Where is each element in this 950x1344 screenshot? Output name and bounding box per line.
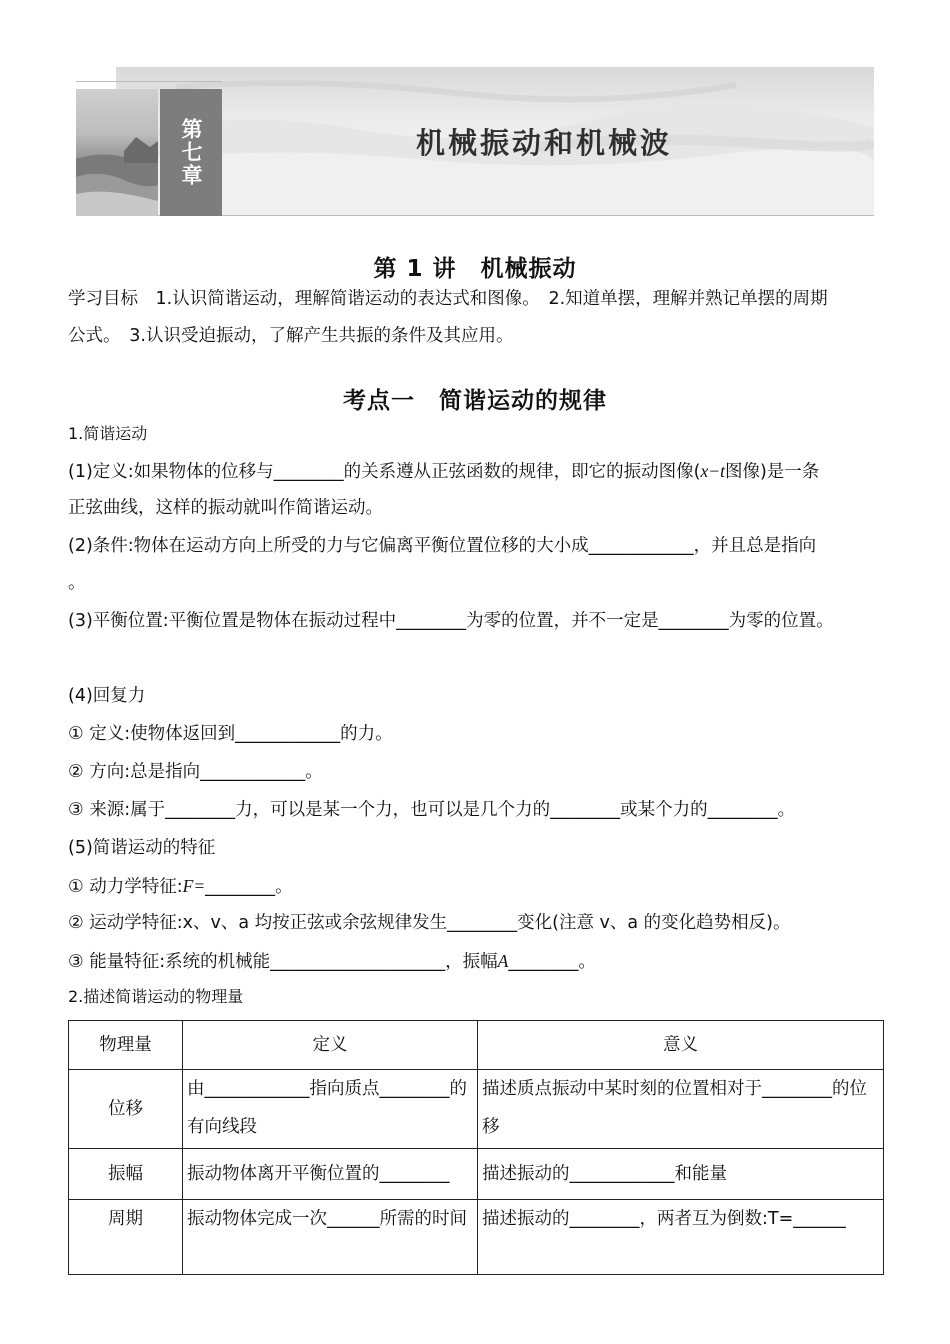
feature-dynamics-label: ① 动力学特征:: [68, 877, 183, 897]
table-cell-definition: 由____________指向质点________的有向线段: [183, 1070, 478, 1149]
table-cell-quantity: 位移: [69, 1070, 183, 1149]
feature-dynamics-blank: ________。: [205, 877, 293, 897]
features-heading: (5)简谐运动的特征: [68, 838, 216, 858]
quantities-table: [68, 1020, 884, 1275]
definition-variable: x−t: [700, 461, 725, 481]
chapter-title: 机械振动和机械波: [416, 126, 673, 160]
chapter-tab: [160, 89, 222, 216]
feature-energy-text: ③ 能量特征:系统的机械能____________________，振幅: [68, 952, 498, 972]
coast-photo: [76, 89, 158, 216]
feature-energy-blank: ________。: [508, 952, 596, 972]
chapter-banner: [76, 67, 874, 217]
definition-text-a: (1)定义:如果物体的位移与________的关系遵从正弦函数的规律，即它的振动图像(: [68, 462, 701, 482]
table-header: 物理量: [69, 1021, 183, 1070]
definition-line-2: 正弦曲线，这样的振动就叫作简谐运动。: [68, 498, 383, 518]
feature-energy: [68, 950, 596, 973]
condition-line-2: 。: [68, 573, 86, 593]
table-header-row: [69, 1021, 884, 1070]
section-2-heading: 2.描述简谐运动的物理量: [68, 987, 244, 1006]
feature-energy-variable: A: [497, 951, 509, 971]
table-cell-definition: 振动物体离开平衡位置的________: [183, 1149, 478, 1200]
table-cell-definition: 振动物体完成一次______所需的时间: [183, 1200, 478, 1275]
point-title: 考点一 简谐运动的规律: [343, 388, 607, 414]
feature-dynamics: [68, 875, 293, 898]
feature-dynamics-formula: F=: [182, 876, 206, 896]
table-header: 意义: [478, 1021, 884, 1070]
section-1-heading: 1.简谐运动: [68, 424, 148, 443]
objectives-line-2: 公式。 3.认识受迫振动，了解产生共振的条件及其应用。: [68, 326, 514, 346]
definition-text-b: 图像)是一条: [724, 462, 820, 482]
table-cell-quantity: 振幅: [69, 1149, 183, 1200]
lecture-title: 第 1 讲 机械振动: [373, 256, 577, 282]
table-cell-meaning: 描述振动的________，两者互为倒数:T=______: [478, 1200, 884, 1275]
table-row: [69, 1149, 884, 1200]
equilibrium-line: (3)平衡位置:平衡位置是物体在振动过程中________为零的位置，并不一定是________为零的位置。: [68, 611, 834, 631]
restoring-force-heading: (4)回复力: [68, 686, 146, 706]
chapter-label: 第七章: [179, 118, 203, 187]
table-cell-quantity: 周期: [69, 1200, 183, 1275]
objectives-line-1: 学习目标 1.认识简谐运动，理解简谐运动的表达式和图像。 2.知道单摆，理解并熟记单摆的周期: [68, 289, 828, 309]
table-row: [69, 1200, 884, 1275]
restoring-force-source: ③ 来源:属于________力，可以是某一个力，也可以是几个力的________或某个力的________。: [68, 800, 796, 820]
condition-line-1: (2)条件:物体在运动方向上所受的力与它偏离平衡位置位移的大小成____________，并且总是指向: [68, 536, 817, 556]
feature-kinematics: ② 运动学特征:x、v、a 均按正弦或余弦规律发生________变化(注意 v、a 的变化趋势相反)。: [68, 913, 791, 933]
table-cell-meaning: 描述质点振动中某时刻的位置相对于________的位移: [478, 1070, 884, 1149]
table-header: 定义: [183, 1021, 478, 1070]
table-row: [69, 1070, 884, 1149]
table-cell-meaning: 描述振动的____________和能量: [478, 1149, 884, 1200]
restoring-force-definition: ① 定义:使物体返回到____________的力。: [68, 724, 393, 744]
restoring-force-direction: ② 方向:总是指向____________。: [68, 762, 323, 782]
definition-line-1: [68, 460, 819, 483]
